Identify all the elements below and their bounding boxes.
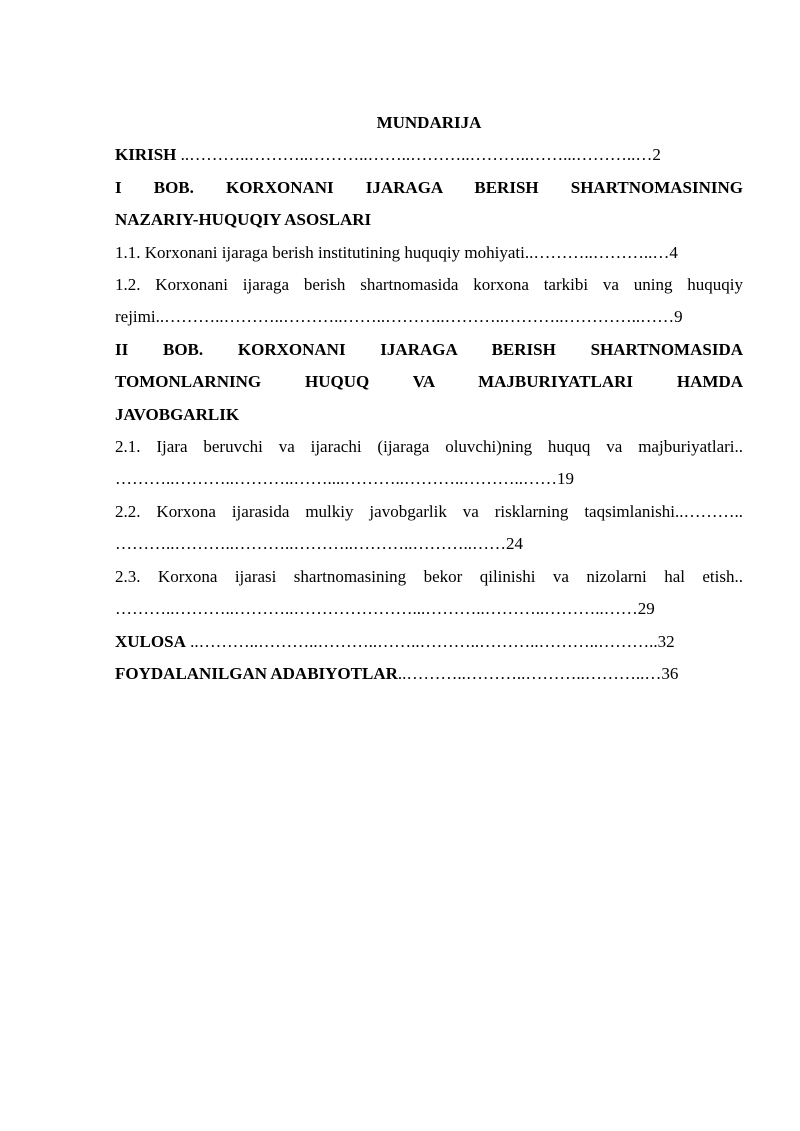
toc-entry-1-1	[115, 237, 743, 269]
table-of-contents	[115, 107, 743, 690]
toc-chapter-2-line-3: JAVOBGARLIK	[115, 404, 240, 424]
toc-entry-line-1: 2.2. Korxona ijarasida mulkiy javobgarlik va risklarning taqsimlanishi..………..	[115, 501, 743, 521]
toc-chapter-2-heading	[115, 334, 743, 431]
toc-chapter-1-line-1: I BOB. KORXONANI IJARAGA BERISH SHARTNOMASINING	[115, 177, 743, 197]
toc-entry-line-1: 2.3. Korxona ijarasi shartnomasining bekor qilinishi va nizolarni hal etish..	[115, 566, 743, 586]
toc-entry-xulosa	[115, 626, 743, 658]
toc-entry-line-1: 2.1. Ijara beruvchi va ijarachi (ijaraga oluvchi)ning huquq va majburiyatlari..	[115, 437, 743, 457]
toc-chapter-2-line-2: TOMONLARNING HUQUQ VA MAJBURIYATLARI HAMDA	[115, 372, 743, 392]
toc-entry-line-2: ………..………..………..………..………..………..……24	[115, 534, 523, 554]
toc-entry-line-2: rejimi..………..………..………..……..………..………..………..…………..……9	[115, 307, 683, 327]
toc-entry-label: FOYDALANILGAN ADABIYOTLAR	[115, 663, 398, 683]
toc-chapter-2-line-1: II BOB. KORXONANI IJARAGA BERISH SHARTNOMASIDA	[115, 339, 743, 359]
toc-entry-text: 1.1. Korxonani ijaragа berish institutining huquqiy mohiyati..………..………..…4	[115, 242, 678, 262]
toc-entry-label: XULOSA	[115, 631, 186, 651]
toc-entry-line-2: ………..………..………..……....………..………..………..……19	[115, 469, 574, 489]
toc-entry-2-1	[115, 431, 743, 496]
toc-entry-line-1: 1.2. Korxonani ijaraga berish shartnomasida korxona tarkibi va uning huquqiy	[115, 275, 743, 295]
toc-entry-1-2	[115, 269, 743, 334]
toc-entry-leader: ..………..………..………..………..…36	[397, 663, 679, 683]
toc-entry-line-2: ………..………..………..…………………...………..………..………..……29	[115, 599, 655, 619]
toc-entry-label: KIRISH	[115, 145, 177, 165]
toc-entry-2-2	[115, 496, 743, 561]
toc-entry-leader: ..………..………..………..……..………..………..……...………..…2	[176, 145, 661, 165]
toc-chapter-1-line-2: NAZARIY-HUQUQIY ASOSLARI	[115, 210, 372, 230]
toc-entry-2-3	[115, 561, 743, 626]
page-title: MUNDARIJA	[376, 113, 482, 132]
toc-entry-kirish	[115, 139, 743, 171]
toc-chapter-1-heading	[115, 172, 743, 237]
toc-entry-adabiyotlar	[115, 658, 743, 690]
toc-entry-leader: ..………..………..………..……..………..………..………..………..32	[185, 631, 675, 651]
